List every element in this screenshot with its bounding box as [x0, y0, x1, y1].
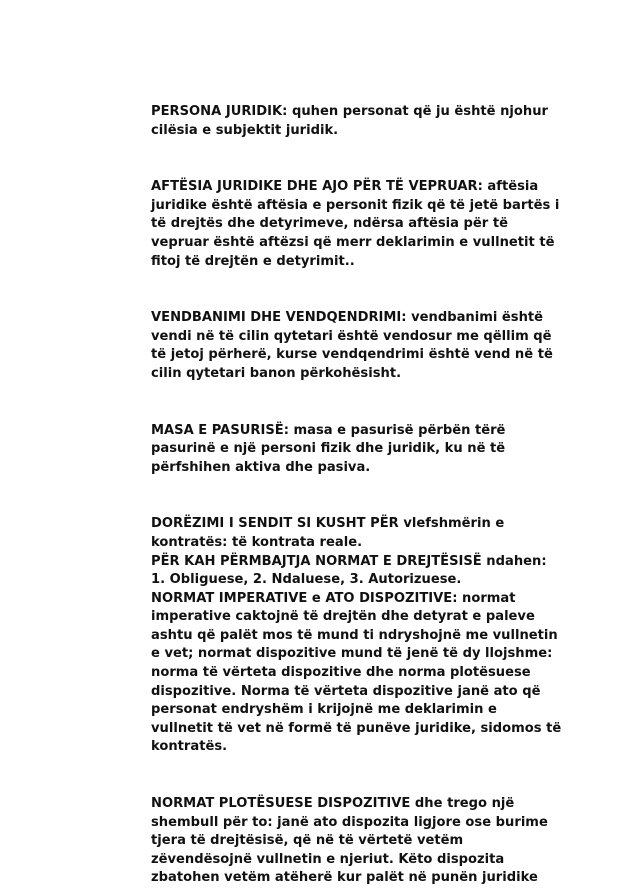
text-line: DORËZIMI I SENDIT SI KUSHT PËR vlefshmërin e: [151, 516, 505, 532]
paragraph-dorezimi-normat: [151, 515, 562, 757]
text-line: të jetoj përherë, kurse vendqendrimi është vend në të: [151, 347, 553, 363]
text-line: norma të vërteta dispozitive dhe norma plotësuese: [151, 665, 531, 681]
text-line: kontratës: të kontrata reale.: [151, 534, 363, 550]
text-line: e vet; normat dispozitive mund të jenë të dy llojshme:: [151, 646, 553, 662]
text-line: PËR KAH PËRMBAJTJA NORMAT E DREJTËSISË ndahen:: [151, 553, 547, 569]
text-line: NORMAT PLOTËSUESE DISPOZITIVE dhe trego një: [151, 796, 515, 812]
text-line: përfshihen aktiva dhe pasiva.: [151, 459, 371, 475]
text-line: juridike është aftësia e personit fizik që të jetë bartës i: [151, 197, 560, 213]
text-line: ashtu që palët mos të mund ti ndryshojnë me vullnetin: [151, 627, 558, 643]
text-line: AFTËSIA JURIDIKE DHE AJO PËR TË VEPRUAR: aftësia: [151, 179, 539, 195]
text-line: imperative caktojnë të drejtën dhe detyrat e paleve: [151, 609, 535, 625]
text-line: pasurinë e një personi fizik dhe juridik, ku në të: [151, 441, 506, 457]
text-line: tjera të drejtësisë, që në të vërtetë vetëm: [151, 833, 464, 849]
text-line: vendi në të cilin qytetari është vendosur me qëllim që: [151, 328, 552, 344]
text-line: zëvendësojnë vullnetin e njeriut. Këto dispozita: [151, 851, 505, 867]
text-line: të drejtës dhe detyrimeve, ndërsa aftësia për të: [151, 216, 508, 232]
paragraph-masa-e-pasurise: [151, 422, 551, 478]
text-line: personat endryshëm i krijojnë me deklarimin e: [151, 702, 497, 718]
text-line: zbatohen vetëm atëherë kur palët në punën juridike: [151, 870, 538, 886]
text-line: 1. Obliguese, 2. Ndaluese, 3. Autorizuese.: [151, 572, 462, 588]
paragraph-vendbanimi: [151, 309, 551, 383]
text-line: MASA E PASURISË: masa e pasurisë përbën tërë: [151, 422, 506, 438]
text-line: cilësia e subjektit juridik.: [151, 122, 339, 138]
paragraph-normat-plotesuese: [151, 795, 551, 888]
text-line: VENDBANIMI DHE VENDQENDRIMI: vendbanimi është: [151, 310, 544, 326]
text-line: shembull për to: janë ato dispozita ligjore ose burime: [151, 814, 548, 830]
text-line: fitoj të drejtën e detyrimit..: [151, 253, 355, 269]
text-line: vepruar është aftëzsi që merr deklarimin e vullnetit të: [151, 234, 555, 250]
text-line: cilin qytetari banon përkohësisht.: [151, 365, 402, 381]
text-line: vullnetit të vet në formë të punëve juridike, sidomos të: [151, 720, 562, 736]
paragraph-persona-juridik: [151, 103, 551, 140]
paragraph-aftesia-juridike: [151, 178, 560, 271]
text-line: dispozitive. Norma të vërteta dispozitive janë ato që: [151, 683, 541, 699]
text-line: NORMAT IMPERATIVE e ATO DISPOZITIVE: normat: [151, 590, 516, 606]
text-line: kontratës.: [151, 739, 228, 755]
document-body: [151, 103, 562, 888]
text-line: PERSONA JURIDIK: quhen personat që ju është njohur: [151, 104, 549, 119]
